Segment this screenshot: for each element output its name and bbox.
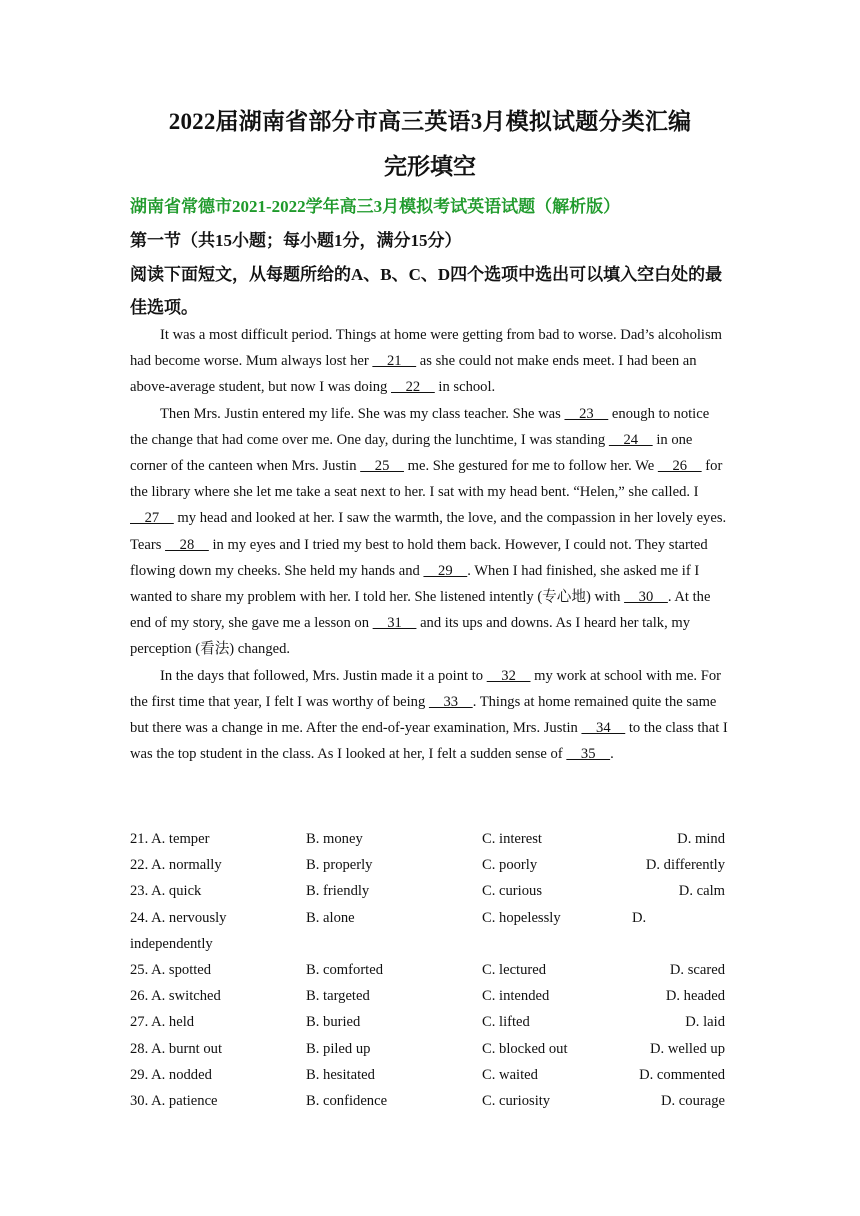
option-d: D. calm	[678, 883, 725, 900]
option-a: 24. A. nervously	[130, 909, 227, 926]
option-a: 27. A. held	[130, 1014, 195, 1031]
text-run: me. She gestured for me to follow her. We	[403, 458, 658, 475]
option-c: C. intended	[482, 988, 550, 1005]
option-a: 29. A. nodded	[130, 1066, 212, 1083]
option-d: D. commented	[639, 1066, 725, 1083]
option-b: B. piled up	[306, 1040, 371, 1057]
blank-23: 23	[564, 405, 609, 422]
text-run: in school.	[434, 379, 496, 396]
blank-34: 34	[581, 720, 626, 737]
text-run: in one corner of the canteen when Mrs. Justin	[130, 431, 693, 475]
option-row-25	[130, 957, 730, 983]
option-b: B. properly	[306, 857, 373, 874]
blank-21: 21	[372, 353, 417, 370]
blank-30: 30	[624, 589, 668, 606]
option-d-continuation: independently	[130, 935, 213, 952]
blank-27: 27	[130, 510, 174, 527]
text-run: and its ups and downs. As I heard her talk, my perception (看法) changed.	[130, 615, 691, 658]
option-b: B. buried	[306, 1014, 361, 1031]
blank-28: 28	[165, 536, 209, 553]
option-b: B. friendly	[306, 883, 370, 900]
option-c: C. waited	[482, 1066, 538, 1083]
text-run: as she could not make ends meet. I had been an above-average student, but now I was doing	[130, 353, 697, 396]
option-b: B. money	[306, 831, 363, 847]
blank-24: 24	[608, 431, 653, 448]
blank-31: 31	[372, 615, 417, 632]
option-a: 22. A. normally	[130, 857, 222, 874]
text-run: . When I had finished, she asked me if I wanted to share my problem with her. I told her. She listened intently (专心地) with	[130, 562, 700, 606]
text-run: Then Mrs. Justin entered my life. She was my class teacher. She was	[160, 405, 565, 422]
option-row-24	[130, 905, 730, 931]
option-c: C. interest	[482, 831, 542, 847]
text-run: for the library where she let me take a seat next to her. I sat with my head bent. “Helen,” she called. I	[130, 458, 723, 501]
option-c: C. poorly	[482, 857, 538, 874]
option-row-26	[130, 983, 730, 1009]
option-row-30	[130, 1088, 730, 1114]
blank-22: 22	[391, 379, 435, 396]
passage	[130, 322, 730, 767]
text-run: In the days that followed, Mrs. Justin made it a point to	[160, 667, 487, 684]
text-run: my work at school with me. For the first time that year, I felt I was worthy of being	[130, 667, 721, 710]
option-a: 26. A. switched	[130, 988, 221, 1005]
option-d: D. differently	[645, 857, 725, 874]
option-d: D. headed	[665, 988, 725, 1005]
option-b: B. hesitated	[306, 1066, 375, 1083]
text-run: It was a most difficult period. Things at home were getting from bad to worse. Dad’s alcoholism had become worse. Mum always lost her	[130, 327, 723, 370]
option-d: D. mind	[677, 831, 725, 847]
option-d: D. scared	[669, 961, 725, 978]
page-subtitle: 完形填空	[384, 154, 476, 179]
text-run: in my eyes and I tried my best to hold them back. However, I could not. They started flowing down my cheeks. She held my hands and	[130, 536, 708, 579]
option-row-21	[130, 826, 730, 852]
option-b: B. alone	[306, 909, 355, 926]
option-row-29	[130, 1062, 730, 1088]
blank-29: 29	[423, 562, 468, 579]
option-d: D. laid	[685, 1014, 725, 1031]
text-run: to the class that I was the top student in the class. As I looked at her, I felt a sudden sense of	[130, 720, 728, 763]
option-d: D.	[632, 909, 647, 926]
text-run: my head and looked at her. I saw the warmth, the love, and the compassion in her lovely eyes. Tears	[130, 510, 727, 553]
option-c: C. lifted	[482, 1014, 530, 1031]
option-c: C. curious	[482, 883, 542, 900]
option-a: 25. A. spotted	[130, 961, 212, 978]
option-c: C. lectured	[482, 961, 547, 978]
option-row-27	[130, 1009, 730, 1035]
answer-options	[130, 826, 730, 1114]
option-b: B. targeted	[306, 988, 370, 1005]
option-a: 23. A. quick	[130, 883, 202, 900]
blank-25: 25	[360, 458, 404, 475]
text-run: enough to notice the change that had come over me. One day, during the lunchtime, I was standing	[130, 405, 710, 448]
option-row-28	[130, 1036, 730, 1062]
option-row-22	[130, 852, 730, 878]
section-heading: 第一节（共15小题；每小题1分，满分15分）	[130, 231, 462, 250]
instructions: 阅读下面短文，从每题所给的A、B、C、D四个选项中选出可以填入空白处的最佳选项。	[130, 265, 723, 317]
option-a: 30. A. patience	[130, 1092, 218, 1109]
paragraph-3	[130, 663, 730, 768]
option-d: D. welled up	[650, 1040, 725, 1057]
text-run: . At the end of my story, she gave me a lesson on	[130, 589, 711, 632]
page-title: 2022届湖南省部分市高三英语3月模拟试题分类汇编	[168, 109, 692, 134]
option-a: 28. A. burnt out	[130, 1040, 223, 1057]
blank-35: 35	[566, 746, 611, 763]
blank-33: 33	[428, 693, 473, 710]
option-d: D. courage	[660, 1092, 725, 1109]
paragraph-1	[130, 322, 730, 401]
option-row-23	[130, 878, 730, 904]
text-run: .	[610, 746, 614, 763]
paragraph-2	[130, 401, 730, 663]
option-b: B. comforted	[306, 961, 384, 978]
source-heading: 湖南省常德市2021-2022学年高三3月模拟考试英语试题（解析版）	[130, 197, 621, 216]
option-c: C. blocked out	[482, 1040, 568, 1057]
option-c: C. hopelessly	[482, 909, 561, 926]
option-a: 21. A. temper	[130, 831, 210, 847]
option-b: B. confidence	[306, 1092, 388, 1109]
blank-26: 26	[657, 458, 702, 475]
text-run: . Things at home remained quite the same but there was a change in me. After the end-of-year examination, Mrs. Justin	[130, 693, 717, 737]
blank-32: 32	[486, 667, 531, 684]
option-c: C. curiosity	[482, 1092, 551, 1109]
